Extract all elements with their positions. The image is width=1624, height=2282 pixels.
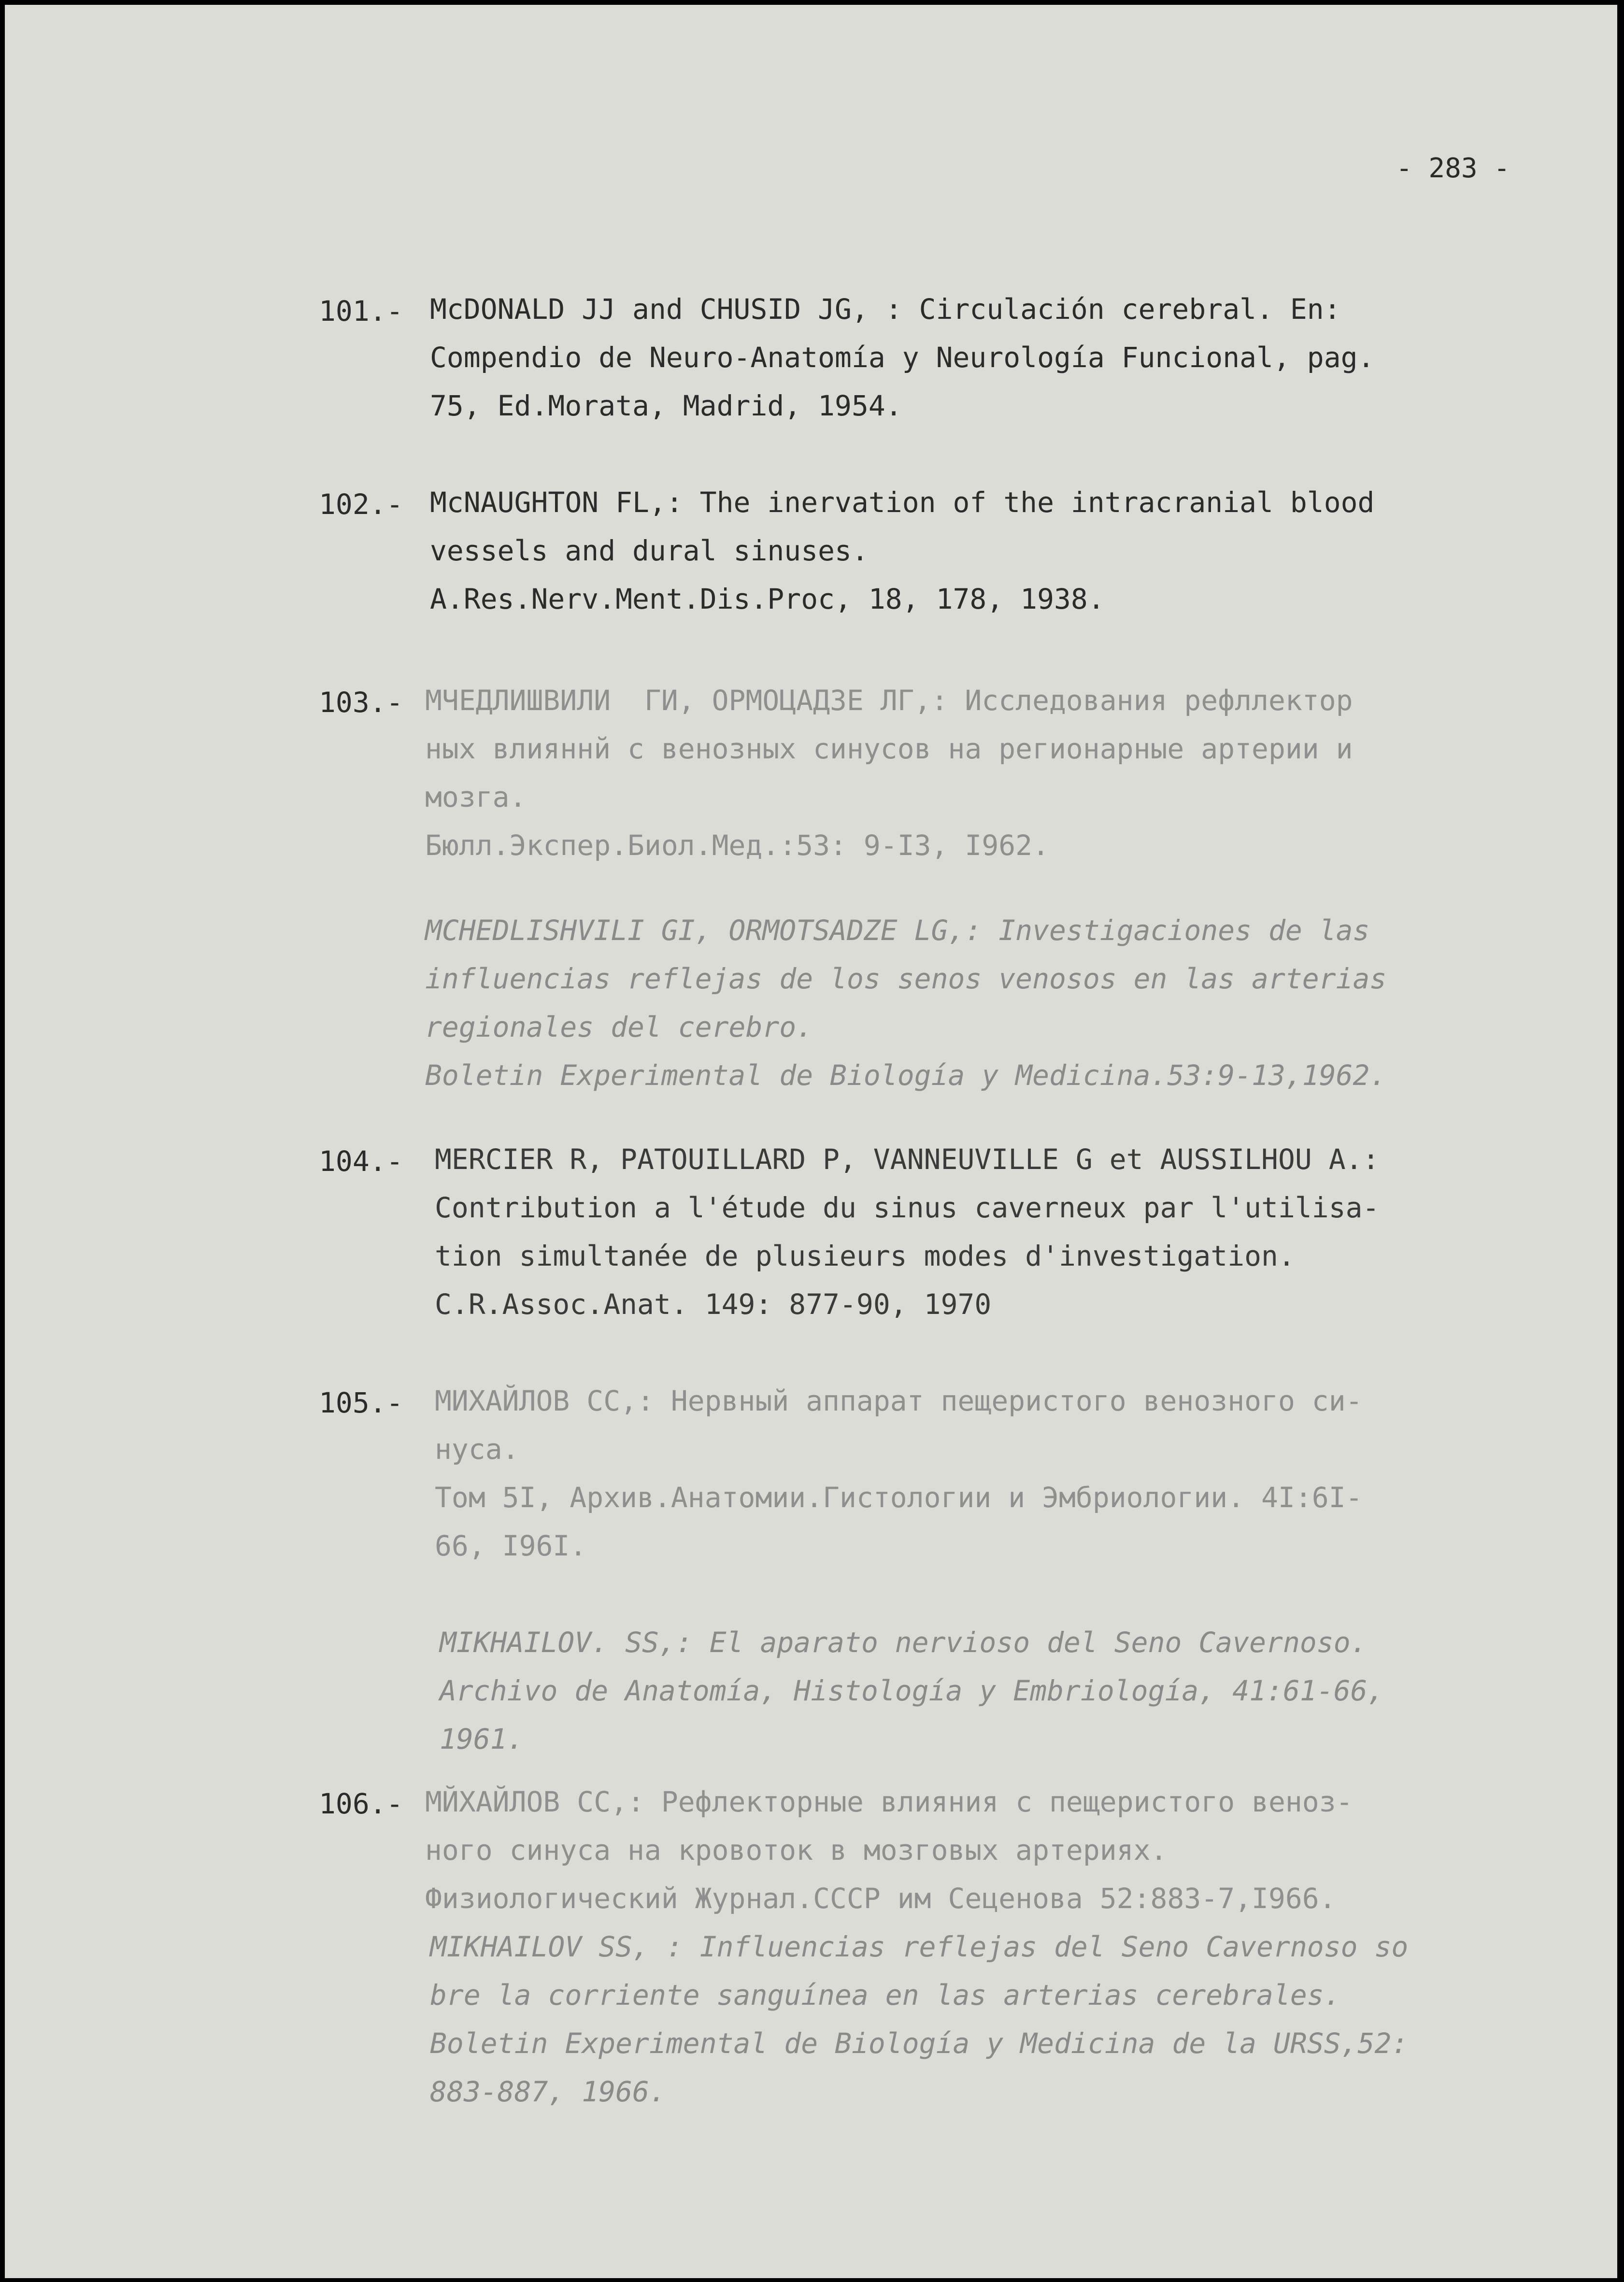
translation-line: MCHEDLISHVILI GI, ORMOTSADZE LG,: Investigaciones de las [425,914,1370,947]
translation-line: influencias reflejas de los senos venosos en las arterias [425,962,1387,995]
translation-line: MIKHAILOV SS, : Influencias reflejas del Seno Cavernoso so [430,1930,1409,1963]
reference-line: МЙХАЙЛОВ СС,: Рефлекторные влияния с пещеристого веноз- [425,1785,1353,1818]
reference-line: Compendio de Neuro-Anatomía y Neurología Funcional, pag. [430,341,1375,374]
reference-line: МИХАЙЛОВ СС,: Нервный аппарат пещеристого венозного си- [435,1384,1363,1417]
reference-line: McDONALD JJ and CHUSID JG, : Circulación cerebral. En: [430,293,1341,326]
reference-line: ного синуса на кровоток в мозговых артериях. [425,1834,1168,1867]
reference-line: C.R.Assoc.Anat. 149: 877-90, 1970 [435,1288,992,1321]
translation-line: Boletin Experimental de Biología y Medicina.53:9-13,1962. [425,1059,1387,1092]
translation-line: bre la corriente sanguínea en las arterias cerebrales. [430,1979,1341,2011]
translation-line: regionales del cerebro. [425,1011,813,1043]
reference-line: Том 5I, Архив.Анатомии.Гистологии и Эмбриологии. 4I:6I- [435,1481,1363,1514]
reference-line: 66, I96I. [435,1529,587,1562]
reference-line: ных влияннй с венозных синусов на регионарные артерии и [425,732,1353,765]
translation-line: 1961. [440,1723,524,1755]
translation-line: Boletin Experimental de Biología y Medicina de la URSS,52: [430,2027,1409,2060]
reference-number: 102.- [319,488,403,521]
reference-line: A.Res.Nerv.Ment.Dis.Proc, 18, 178, 1938. [430,583,1105,615]
reference-line: мозга. [425,781,527,813]
reference-line: МЧЕДЛИШВИЛИ ГИ, ОРМОЦАДЗЕ ЛГ,: Исследования рефллектор [425,684,1353,717]
reference-line: Бюлл.Экспер.Биол.Мед.:53: 9-I3, I962. [425,829,1050,862]
reference-line: 75, Ed.Morata, Madrid, 1954. [430,389,902,422]
translation-line: Archivo de Anatomía, Histología y Embriología, 41:61-66, [440,1674,1384,1707]
reference-line: vessels and dural sinuses. [430,534,869,567]
translation-line: MIKHAILOV. SS,: El aparato nervioso del Seno Cavernoso. [440,1626,1368,1659]
reference-line: Физиологический Журнал.СССР им Сеценова 52:883-7,I966. [425,1882,1336,1915]
reference-number: 101.- [319,295,403,328]
document-page [5,5,1617,2278]
reference-line: tion simultanée de plusieurs modes d'investigation. [435,1240,1295,1272]
reference-number: 104.- [319,1145,403,1178]
translation-line: 883-887, 1966. [430,2075,666,2108]
reference-line: нуса. [435,1433,519,1466]
reference-number: 106.- [319,1787,403,1820]
reference-line: MERCIER R, PATOUILLARD P, VANNEUVILLE G et AUSSILHOU A.: [435,1143,1380,1176]
reference-line: McNAUGHTON FL,: The inervation of the intracranial blood [430,486,1375,519]
reference-number: 105.- [319,1386,403,1419]
reference-line: Contribution a l'étude du sinus caverneux par l'utilisa- [435,1191,1380,1224]
page-number: - 283 - [1396,153,1510,184]
reference-number: 103.- [319,686,403,719]
